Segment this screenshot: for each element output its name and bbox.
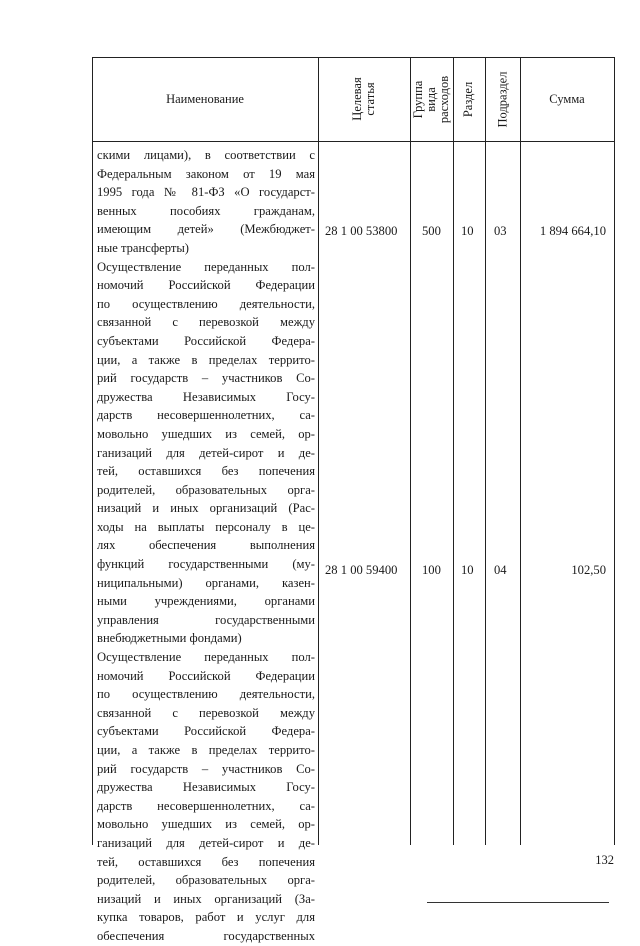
name-line: субъектами Российской Федера- (97, 333, 315, 348)
name-line: ганизаций для детей-сирот и де- (97, 835, 315, 850)
row2-sum: 102,50 (571, 563, 606, 577)
name-line: скими лицами), в соответствии с (97, 148, 315, 162)
name-line: дарств несовершеннолетних, са- (97, 798, 315, 813)
name-line: связанной с перевозкой между (97, 315, 315, 330)
name-line: купка товаров, работ и услуг для (97, 910, 315, 925)
name-line: Федеральным законом от 19 мая (97, 166, 315, 181)
name-line: ции, а также в пределах террито- (97, 352, 315, 367)
footer-rule (427, 902, 609, 903)
row1-section: 10 (461, 224, 474, 238)
name-line: Осуществление переданных пол- (97, 259, 315, 274)
name-line: по осуществлению деятельности, (97, 687, 315, 702)
header-name: Наименование (166, 91, 244, 106)
row1-target: 28 1 00 53800 (325, 224, 398, 238)
name-line: тей, оставшихся без попечения (97, 854, 315, 869)
name-line: рий государств – участников Со- (97, 371, 315, 386)
name-column (97, 146, 315, 946)
header-target-article: Целевая статья (350, 77, 377, 121)
name-line: дружества Независимых Госу- (97, 389, 315, 404)
name-line: низаций и иных организаций (Рас- (97, 501, 315, 516)
name-line: дружества Независимых Госу- (97, 780, 315, 795)
name-line: имеющим детей» (Межбюджет- (97, 222, 315, 237)
name-line: управления государственными (97, 612, 315, 627)
row2-target: 28 1 00 59400 (325, 563, 398, 577)
page-number: 132 (595, 853, 614, 867)
name-line: обеспечения государственных (97, 928, 315, 943)
row1-group: 500 (422, 224, 441, 238)
row2-subsection: 04 (494, 563, 507, 577)
name-line: родителей, образовательных орга- (97, 873, 315, 888)
name-line: номочий Российской Федерации (97, 278, 315, 293)
name-line: по осуществлению деятельности, (97, 296, 315, 311)
name-line: ными учреждениями, органами (97, 594, 315, 609)
row1-subsection: 03 (494, 224, 507, 238)
name-line: мовольно ушедших из семей, ор- (97, 426, 315, 441)
name-line: внебюджетными фондами) (97, 631, 242, 646)
name-line: функций государственными (му- (97, 557, 315, 572)
name-line: тей, оставшихся без попечения (97, 464, 315, 479)
name-line: родителей, образовательных орга- (97, 482, 315, 497)
name-line: ные трансферты) (97, 240, 190, 255)
header-expense-group: Группа вида расходов (411, 75, 452, 123)
header-section: Раздел (461, 81, 476, 117)
name-line: ции, а также в пределах террито- (97, 743, 315, 757)
row2-section: 10 (461, 563, 474, 577)
name-line: мовольно ушедших из семей, ор- (97, 817, 315, 832)
name-line: рий государств – участников Со- (97, 761, 315, 776)
header-sum: Сумма (549, 91, 585, 106)
name-line: ниципальными) органами, казен- (97, 575, 315, 590)
name-line: дарств несовершеннолетних, са- (97, 408, 315, 423)
name-line: низаций и иных организаций (За- (97, 891, 315, 906)
row-name-2 (97, 258, 315, 648)
name-line: связанной с перевозкой между (97, 705, 315, 720)
name-line: венных пособиях гражданам, (97, 203, 315, 218)
name-line: номочий Российской Федерации (97, 668, 315, 683)
name-line: 1995 года № 81-ФЗ «О государст- (97, 185, 315, 200)
row1-sum: 1 894 664,10 (539, 224, 606, 238)
name-line: ганизаций для детей-сирот и де- (97, 445, 315, 460)
name-line: Осуществление переданных пол- (97, 650, 315, 665)
row-name-3 (97, 648, 315, 946)
row-name-1 (97, 146, 315, 258)
row2-group: 100 (422, 563, 441, 577)
header-subsection: Подраздел (495, 71, 509, 127)
name-line: ходы на выплаты персоналу в це- (97, 519, 315, 534)
name-line: лях обеспечения выполнения (97, 538, 315, 553)
name-line: субъектами Российской Федера- (97, 724, 315, 739)
